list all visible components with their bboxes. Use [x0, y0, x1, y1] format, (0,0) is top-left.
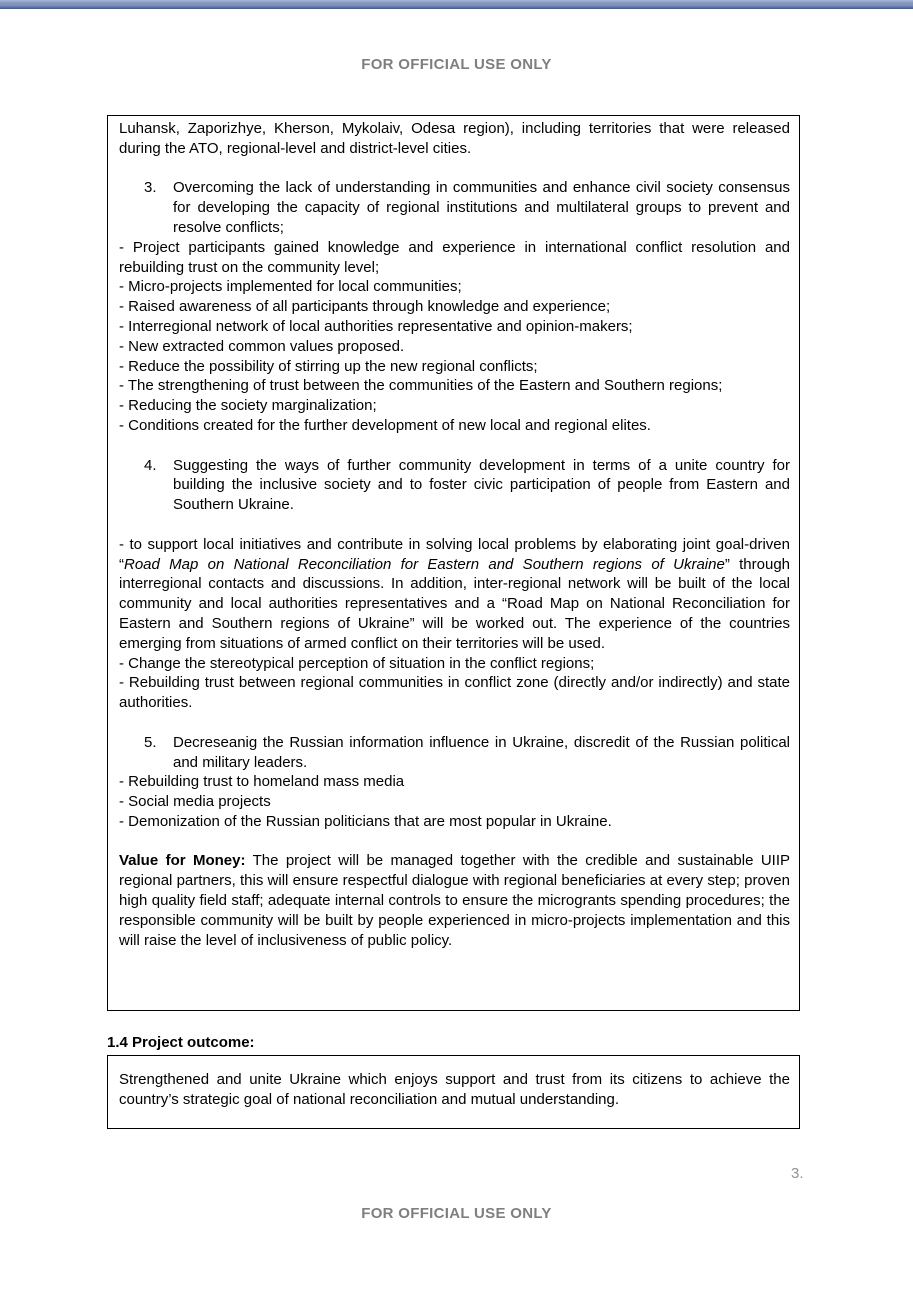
list-number: 3. — [144, 179, 157, 197]
blank-line — [119, 832, 790, 852]
list-number: 4. — [144, 456, 157, 474]
dash-item: - Rebuilding trust to homeland mass media — [119, 773, 405, 791]
roadmap-text-post: ” through interregional contacts and discussions. In addition, inter-regional network will be built of the local community and local authorities representatives and a “Road Map on National Reconciliation for Eastern and Southern regions of Ukraine” will be worked out. The experience of the countries emerging from situations of armed conflict on their territories will be used. — [119, 555, 791, 652]
project-outputs-box — [107, 115, 800, 1011]
blank-line — [119, 515, 790, 535]
value-for-money-label: Value for Money: — [119, 852, 246, 870]
dash-item: - Project participants gained knowledge and experience in international conflict resolution and rebuilding trust on the community level; — [119, 238, 790, 276]
dash-item: - Reducing the society marginalization; — [119, 397, 377, 415]
dash-item: - Conditions created for the further development of new local and regional elites. — [119, 416, 651, 434]
paragraph-roadmap — [119, 535, 790, 654]
dash-item: - The strengthening of trust between the communities of the Eastern and Southern regions; — [119, 377, 723, 395]
paragraph-value-for-money — [119, 851, 790, 950]
paragraph-regions: Luhansk, Zaporizhye, Kherson, Mykolaiv, Odesa region), including territories that were released during the ATO, regional-level and district-level cities. — [119, 120, 790, 157]
roadmap-title-italic: Road Map on National Reconciliation for Eastern and Southern regions of Ukraine — [124, 555, 725, 573]
blank-line — [119, 159, 790, 179]
header-classification-banner: FOR OFFICIAL USE ONLY — [361, 56, 552, 73]
dash-item: - Micro-projects implemented for local communities; — [119, 278, 462, 296]
list-item-text: Decreseanig the Russian information influence in Ukraine, discredit of the Russian political and military leaders. — [173, 733, 790, 771]
window-top-edge-bar — [0, 0, 913, 9]
dash-item: - Reduce the possibility of stirring up the new regional conflicts; — [119, 357, 538, 375]
dash-item: - Raised awareness of all participants through knowledge and experience; — [119, 298, 611, 316]
page-number: 3. — [791, 1165, 804, 1182]
dash-item: - New extracted common values proposed. — [119, 337, 405, 355]
value-for-money-text: The project will be managed together with the credible and sustainable UIIP regional partners, this will ensure respectful dialogue with regional beneficiaries at every step; proven high quality field staff; adequate internal controls to ensure the microgrants spending procedures; the responsible community will be built by people experienced in micro-projects implementation and this will raise the level of inclusiveness of public policy. — [119, 852, 790, 949]
dash-item: - Rebuilding trust between regional communities in conflict zone (directly and/or indirectly) and state authorities. — [119, 674, 790, 712]
list-item-text: Overcoming the lack of understanding in communities and enhance civil society consensus for developing the capacity of regional institutions and multilateral groups to prevent and resolve conflicts; — [173, 179, 790, 236]
blank-line — [119, 713, 790, 733]
numbered-item-3 — [119, 178, 790, 237]
numbered-item-4 — [119, 456, 790, 515]
dash-item: - Change the stereotypical perception of situation in the conflict regions; — [119, 654, 595, 672]
dash-item: - Demonization of the Russian politicians that are most popular in Ukraine. — [119, 812, 612, 830]
footer-classification-banner: FOR OFFICIAL USE ONLY — [361, 1205, 552, 1222]
numbered-item-5 — [119, 733, 790, 773]
list-item-text: Suggesting the ways of further community development in terms of a unite country for building the inclusive society and to foster civic participation of people from Eastern and Southern Ukraine. — [173, 456, 790, 514]
dash-item: - Interregional network of local authorities representative and opinion-makers; — [119, 317, 633, 335]
roadmap-text-pre: - to support local initiatives and contribute in solving local problems by elaborating joint goal-driven “ — [119, 535, 790, 573]
list-number: 5. — [144, 733, 157, 751]
project-outcome-box — [107, 1055, 800, 1129]
blank-line — [119, 436, 790, 456]
section-heading-project-outcome: 1.4 Project outcome: — [107, 1034, 255, 1051]
outcome-text: Strengthened and unite Ukraine which enjoys support and trust from its citizens to achieve the country’s strategic goal of national reconciliation and mutual understanding. — [119, 1071, 790, 1108]
dash-item: - Social media projects — [119, 793, 271, 811]
